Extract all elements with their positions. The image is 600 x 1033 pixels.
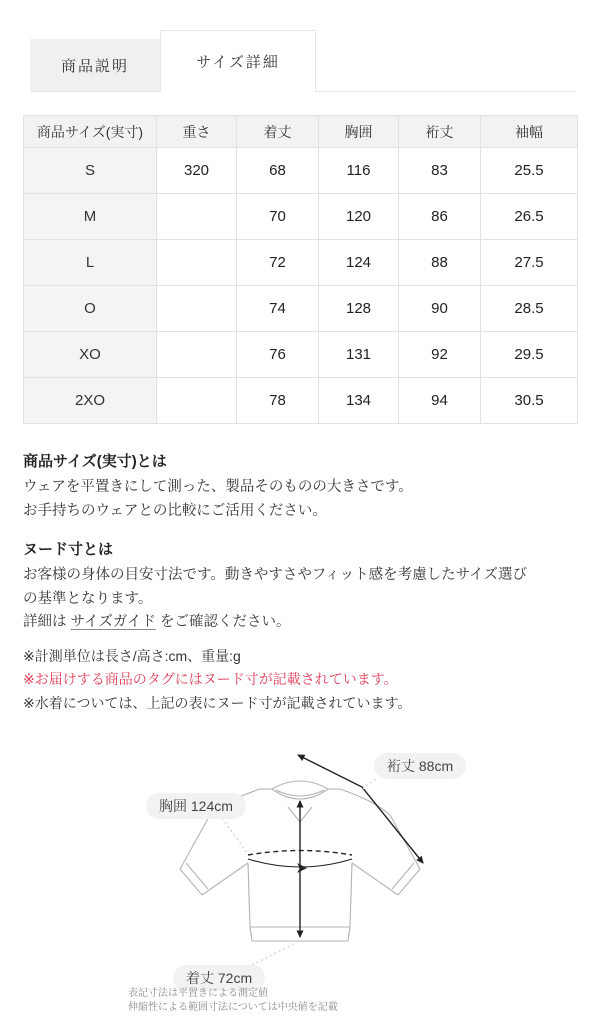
value-cell: 28.5 — [481, 286, 578, 332]
garment-diagram-drawing — [0, 723, 600, 1018]
table-row — [24, 194, 578, 240]
tab-size-detail-label: サイズ詳細 — [196, 54, 280, 71]
section-text: お客様の身体の目安寸法です。動きやすさやフィット感を考慮したサイズ選び — [23, 567, 528, 583]
value-cell: 320 — [157, 148, 237, 194]
value-cell: 29.5 — [481, 332, 578, 378]
size-cell: O — [24, 286, 157, 332]
section-text: お手持ちのウェアとの比較にご活用ください。 — [23, 502, 327, 519]
size-cell: M — [24, 194, 157, 240]
section-text: ウェアを平置きにして測った、製品そのものの大きさです。 — [23, 479, 413, 495]
footnote-line: 表記寸法は平置きによる測定値 — [128, 988, 268, 999]
value-cell: 92 — [399, 332, 481, 378]
section-actual-size — [23, 450, 572, 523]
notes — [23, 645, 572, 716]
table-row — [24, 148, 578, 194]
value-cell: 30.5 — [481, 378, 578, 424]
value-cell: 74 — [237, 286, 319, 332]
value-cell — [157, 378, 237, 424]
length-measure-label: 着丈 72cm — [173, 965, 265, 991]
section-nude-size — [23, 538, 572, 635]
value-cell: 120 — [319, 194, 399, 240]
value-cell: 90 — [399, 286, 481, 332]
table-row — [24, 286, 578, 332]
size-cell: L — [24, 240, 157, 286]
value-cell: 124 — [319, 240, 399, 286]
table-row — [24, 240, 578, 286]
value-cell: 88 — [399, 240, 481, 286]
value-cell: 131 — [319, 332, 399, 378]
note-tag-nude-size: ※お届けする商品のタグにはヌード寸が記載されています。 — [23, 671, 398, 687]
link-prefix: 詳細は — [23, 614, 71, 630]
note-measure-unit: ※計測単位は長さ/高さ:cm、重量:g — [23, 647, 241, 664]
size-cell: 2XO — [24, 378, 157, 424]
size-cell: XO — [24, 332, 157, 378]
yuki-measure-label: 裄丈 88cm — [374, 753, 466, 779]
value-cell: 70 — [237, 194, 319, 240]
size-guide-link[interactable]: サイズガイド — [70, 614, 156, 630]
value-cell: 76 — [237, 332, 319, 378]
section-text: の基準となります。 — [23, 590, 153, 607]
diagram-footnotes — [128, 987, 338, 1015]
value-cell — [157, 332, 237, 378]
header-size: 商品サイズ(実寸) — [24, 116, 157, 148]
header-weight: 重さ — [157, 116, 237, 148]
value-cell: 116 — [319, 148, 399, 194]
value-cell: 86 — [399, 194, 481, 240]
value-cell: 83 — [399, 148, 481, 194]
value-cell: 27.5 — [481, 240, 578, 286]
tab-product-description[interactable] — [30, 39, 160, 91]
size-cell: S — [24, 148, 157, 194]
size-table — [23, 115, 578, 424]
header-chest: 胸囲 — [319, 116, 399, 148]
tab-product-description-label: 商品説明 — [60, 57, 129, 75]
footnote-line: 伸縮性による範囲寸法については中央値を記載 — [128, 1002, 338, 1013]
value-cell: 128 — [319, 286, 399, 332]
value-cell: 78 — [237, 378, 319, 424]
value-cell — [157, 240, 237, 286]
size-table-header-row — [24, 116, 578, 148]
section-text-link-line — [23, 611, 572, 635]
header-sleeve-width: 袖幅 — [481, 116, 578, 148]
table-row — [24, 332, 578, 378]
section-heading: 商品サイズ(実寸)とは — [23, 453, 167, 470]
value-cell: 68 — [237, 148, 319, 194]
value-cell — [157, 286, 237, 332]
value-cell — [157, 194, 237, 240]
value-cell: 134 — [319, 378, 399, 424]
measurement-diagram — [0, 723, 600, 1018]
chest-measure-label: 胸囲 124cm — [146, 793, 246, 819]
value-cell: 72 — [237, 240, 319, 286]
table-row — [24, 378, 578, 424]
section-heading: ヌード寸とは — [23, 541, 114, 558]
note-swimwear: ※水着については、上記の表にヌード寸が記載されています。 — [23, 694, 412, 711]
value-cell: 94 — [399, 378, 481, 424]
value-cell: 25.5 — [481, 148, 578, 194]
link-suffix: をご確認ください。 — [155, 614, 291, 630]
tab-size-detail[interactable] — [160, 30, 316, 92]
tab-bar — [30, 30, 575, 92]
value-cell: 26.5 — [481, 194, 578, 240]
header-yuki: 裄丈 — [399, 116, 481, 148]
header-length: 着丈 — [237, 116, 319, 148]
